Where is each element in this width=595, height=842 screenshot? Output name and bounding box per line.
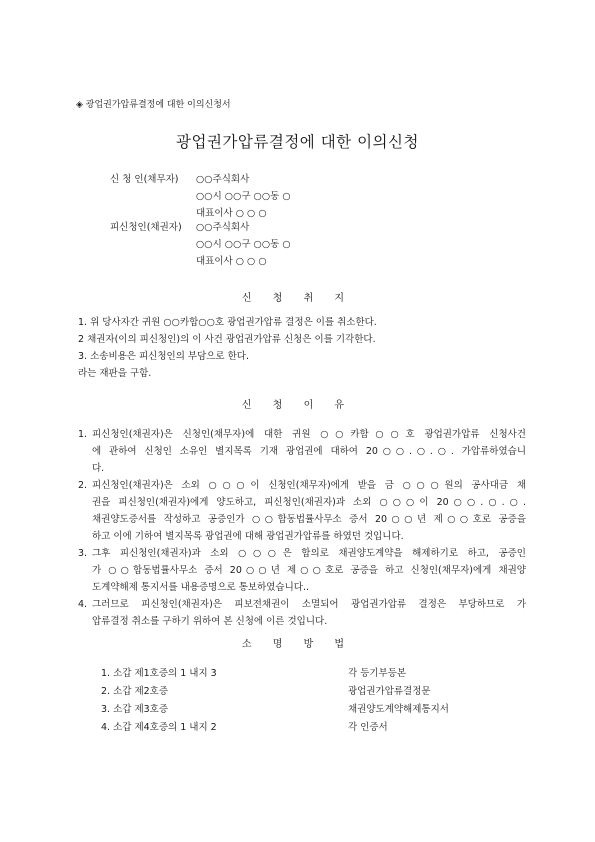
evidence-row <box>101 665 449 683</box>
respondent-block <box>110 219 291 270</box>
applicant-representative: 대표이사 ○ ○ ○ <box>196 208 267 219</box>
reasons-list <box>78 426 526 630</box>
reason-line: 채권양도증서를 작성하고 공증인가 ○○합동법률사무소 증서 20○○년 제○○호로 공증을 <box>92 514 526 525</box>
reason-number: 3. <box>78 548 88 559</box>
reason-item <box>78 545 526 596</box>
evidence-name: 1. 소갑 제1호증의 1 내지 3 <box>101 668 217 679</box>
purpose-item: 3. 소송비용은 피신청인의 부담으로 한다. <box>78 351 249 362</box>
reason-line: 권을 피신청인(채권자)에게 양도하고, 피신청인(채권자)과 소외 ○○○이 20○○.○.○. <box>92 497 526 508</box>
reason-line: 압류결정 취소를 구하기 위하여 본 신청에 이른 것입니다. <box>92 616 328 627</box>
respondent-role: 피신청인(채권자) <box>110 222 182 233</box>
applicant-address: ○○시 ○○구 ○○동 ○ <box>196 191 291 202</box>
evidence-row <box>101 683 449 701</box>
evidence-description: 각 등기부등본 <box>348 668 407 679</box>
reason-line: 그러므로 피신청인(채권자)은 피보전채권이 소멸되어 광업권가압류 결정은 부당하므로 가 <box>92 599 526 610</box>
applicant-role: 신 청 인(채무자) <box>110 174 179 185</box>
reason-item <box>78 596 526 630</box>
evidence-name: 4. 소갑 제4호증의 1 내지 2 <box>101 722 217 733</box>
reasons-heading: 신 청 이 유 <box>241 400 354 411</box>
evidence-name: 2. 소갑 제2호증 <box>101 686 169 697</box>
reason-line: 하고 이에 기하여 별지목록 광업권에 대해 광업권가압류를 하였던 것입니다. <box>92 531 404 542</box>
reason-number: 2. <box>78 480 88 491</box>
respondent-company: ○○주식회사 <box>196 222 250 233</box>
applicant-company: ○○주식회사 <box>196 174 250 185</box>
evidence-row <box>101 719 449 737</box>
respondent-representative: 대표이사 ○ ○ ○ <box>196 256 267 267</box>
reason-number: 4. <box>78 599 88 610</box>
reason-line: 도계약해제 통지서를 내용증명으로 통보하였습니다.. <box>92 582 309 593</box>
reason-number: 1. <box>78 429 88 440</box>
reason-item <box>78 426 526 477</box>
evidence-heading: 소 명 방 법 <box>241 639 354 650</box>
purpose-item: 라는 재판을 구함. <box>78 368 152 379</box>
header-note: ◈ 광업권가압류결정에 대한 이의신청서 <box>76 100 231 110</box>
reason-line: 에 관하여 신청인 소유인 별지목록 기재 광업권에 대하여 20○○.○.○. 가압류하였습니 <box>92 446 526 457</box>
reason-line: 피신청인(채권자)은 소외 ○○○이 신청인(채무자)에게 받을 금 ○○○원의 공사대금 채 <box>92 480 526 491</box>
respondent-address: ○○시 ○○구 ○○동 ○ <box>196 239 291 250</box>
purpose-heading: 신 청 취 지 <box>241 293 354 304</box>
reason-line: 다. <box>92 463 105 474</box>
reason-line: 피신청인(채권자)은 신청인(채무자)에 대한 귀원 ○○카합○○호 광업권가압류 신청사건 <box>92 429 526 440</box>
reason-line: 가 ○○합동법률사무소 증서 20○○년 제○○호로 공증을 하고 신청인(채무자)에게 채권양 <box>92 565 526 576</box>
reason-item <box>78 477 526 545</box>
evidence-row <box>101 701 449 719</box>
evidence-description: 채권양도계약해제통지서 <box>348 704 449 715</box>
evidence-description: 각 인증서 <box>348 722 388 733</box>
purpose-item: 2 채권자(이의 피신청인)의 이 사건 광업권가압류 신청은 이를 기각한다. <box>78 334 376 345</box>
purpose-item: 1. 위 당사자간 귀원 ○○카합○○호 광업권가압류 결정은 이를 취소한다. <box>78 317 377 328</box>
evidence-description: 광업권가압류결정문 <box>348 686 431 697</box>
reason-line: 그후 피신청인(채권자)과 소외 ○○○은 합의로 채권양도계약을 해제하기로 하고, 공증인 <box>92 548 526 559</box>
evidence-list <box>101 665 449 737</box>
applicant-block <box>110 171 291 222</box>
document-title: 광업권가압류결정에 대한 이의신청 <box>176 133 419 151</box>
purpose-list <box>78 314 377 382</box>
evidence-name: 3. 소갑 제3호증 <box>101 704 169 715</box>
